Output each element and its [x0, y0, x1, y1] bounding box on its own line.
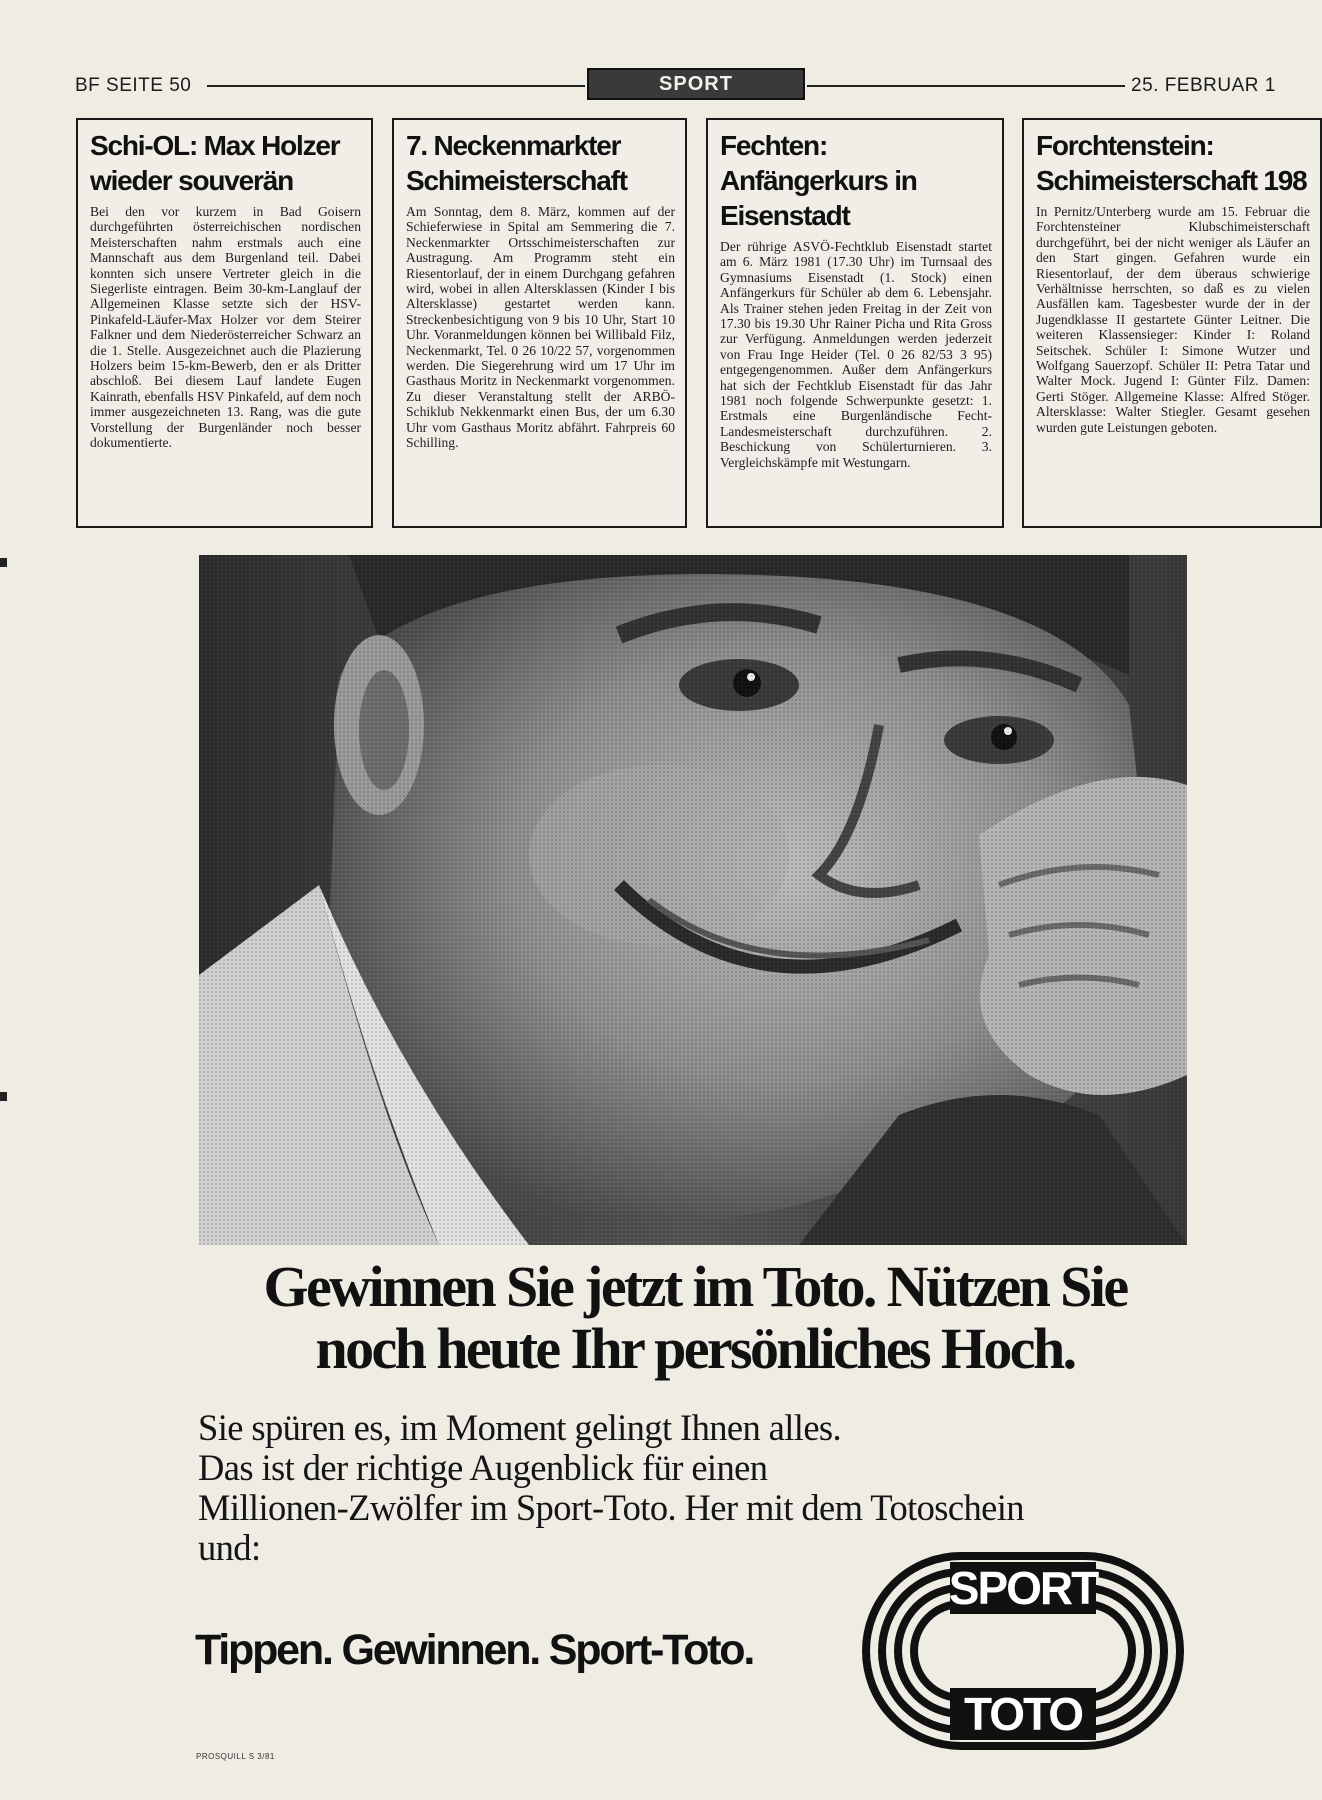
body-line-2: Das ist der richtige Augenblick für einen — [198, 1447, 768, 1488]
agency-credit: PROSQUILL S 3/81 — [196, 1752, 275, 1761]
article-neckenmarkt — [392, 118, 687, 528]
sport-toto-logo — [862, 1552, 1184, 1750]
article-schi-ol — [76, 118, 373, 528]
article-title: 7. Neckenmarkter Schimeisterschaft — [406, 130, 627, 196]
headline-line-1: Gewinnen Sie jetzt im Toto. Nützen Sie — [263, 1254, 1127, 1319]
header-rule-left — [207, 85, 585, 87]
portrait-illustration — [199, 555, 1187, 1245]
edge-mark — [0, 558, 7, 567]
article-text: Der rührige ASVÖ-Fechtklub Eisenstadt startet am 6. März 1981 (17.30 Uhr) im Turnsaal des Gymnasiums Eisenstadt (1. Stock) einen Anfängerkurs für Schüler ab dem 6. Lebensjahr. Als Trainer stehen jeden Freitag in der Zeit von 17.30 bis 19.30 Uhr Rainer Picha und Rita Gross zur Verfügung. Anmeldungen werden jederzeit von Frau Inge Heider (Tel. 0 26 82/53 3 95) entgegengenommen. Außer dem Anfängerkurs hat sich der Fechtklub Eisenstadt für das Jahr 1981 noch folgende Schwerpunkte gesetzt: 1. Erstmals eine Burgenländische Fecht-Landesmeisterschaft durchzuführen. 2. Beschickung von Schülerturnieren. 3. Vergleichskämpfe mit Westungarn. — [720, 239, 992, 470]
article-title: Forchtenstein: Schimeisterschaft 198 — [1036, 130, 1307, 196]
article-forchtenstein — [1022, 118, 1322, 528]
article-text: Am Sonntag, dem 8. März, kommen auf der Schieferwiese in Spital am Semmering die 7. Neckenmarkter Ortsschimeisterschaften zur Austragung. Am Programm steht ein Riesentorlauf, der in einem Durchgang gefahren wird, wobei in allen Altersklassen (Kinder I bis Altersklasse) gestartet werden kann. Streckenbesichtigung von 9 bis 10 Uhr, Start 10 Uhr. Voranmeldungen können bei Willibald Filz, Neckenmarkt, Tel. 0 26 10/22 57, vorgenommen werden. Die Siegerehrung wird um 17 Uhr im Gasthaus Moritz in Neckenmarkt vorgenommen. Zu dieser Veranstaltung stellt der ARBÖ-Schiklub Nekkenmarkt einen Bus, der um 6.30 Uhr vom Gasthaus Moritz abfährt. Fahrpreis 60 Schilling. — [406, 204, 675, 451]
body-line-3: Millionen-Zwölfer im Sport-Toto. Her mit dem Totoschein — [198, 1487, 1024, 1528]
body-line-4: und: — [198, 1527, 261, 1568]
article-text: In Pernitz/Unterberg wurde am 15. Februar die Forchtensteiner Klubschimeisterschaft durchgeführt, bei der nicht weniger als Läufer an den Start gingen. Gefahren wurde ein Riesentorlauf, der dem überaus schwierige Verhältnisse herrschten, so daß es zu vielen Ausfällen kam. Tagesbester wurde der in der Jugendklasse II gestartete Günter Leitner. Die weiteren Klassensieger: Kinder I: Roland Seitschek. Schüler I: Simone Wutzer und Wolfgang Sauerzopf. Schüler II: Petra Tatar und Walter Mock. Jugend I: Günter Filz. Damen: Gerti Stöger. Allgemeine Klasse: Alfred Stöger. Altersklasse: Walter Stiegler. Gesamt gesehen wurden gute Leistungen geboten. — [1036, 204, 1310, 435]
issue-date: 25. FEBRUAR 1 — [1131, 75, 1276, 96]
ad-headline — [190, 1256, 1200, 1380]
ad-slogan: Tippen. Gewinnen. Sport-Toto. — [195, 1626, 754, 1674]
edge-mark — [0, 1092, 7, 1101]
page-header — [0, 68, 1281, 104]
article-fechten — [706, 118, 1004, 528]
logo-sport-text: SPORT — [948, 1562, 1098, 1614]
article-text: Bei den vor kurzem in Bad Goisern durchgeführten österreichischen nordischen Meisterschaften nahm erstmals auch eine Mannschaft aus dem Burgenland teil. Dabei konnten sich unsere Vertreter gleich in die Siegerliste eintragen. Beim 30-km-Langlauf der Allgemeinen Klasse setzte sich der HSV-Pinkafeld-Läufer-Max Holzer vor dem Steirer Falkner und dem Niederösterreicher Schwarz an die 1. Stelle. Ausgezeichnet auch die Plazierung Holzers beim 15-km-Bewerb, den er als Dritter abschloß. Bei diesem Lauf landete Eugen Kainrath, ebenfalls HSV Pinkafeld, auf dem noch immer ausgezeichneten 13. Rang, was die gute Vorstellung der Burgenländer noch besser dokumentierte. — [90, 204, 361, 451]
section-label: SPORT — [587, 68, 805, 100]
ad-portrait-photo — [199, 555, 1187, 1245]
header-rule-right — [807, 85, 1125, 87]
article-title: Fechten: Anfängerkurs in Eisenstadt — [720, 130, 917, 231]
article-title: Schi-OL: Max Holzer wieder souverän — [90, 130, 340, 196]
logo-toto-text: TOTO — [963, 1688, 1083, 1740]
ad-body-copy — [198, 1408, 1208, 1568]
page-number: BF SEITE 50 — [75, 75, 192, 96]
headline-line-2: noch heute Ihr persönliches Hoch. — [315, 1316, 1075, 1381]
body-line-1: Sie spüren es, im Moment gelingt Ihnen alles. — [198, 1407, 842, 1448]
